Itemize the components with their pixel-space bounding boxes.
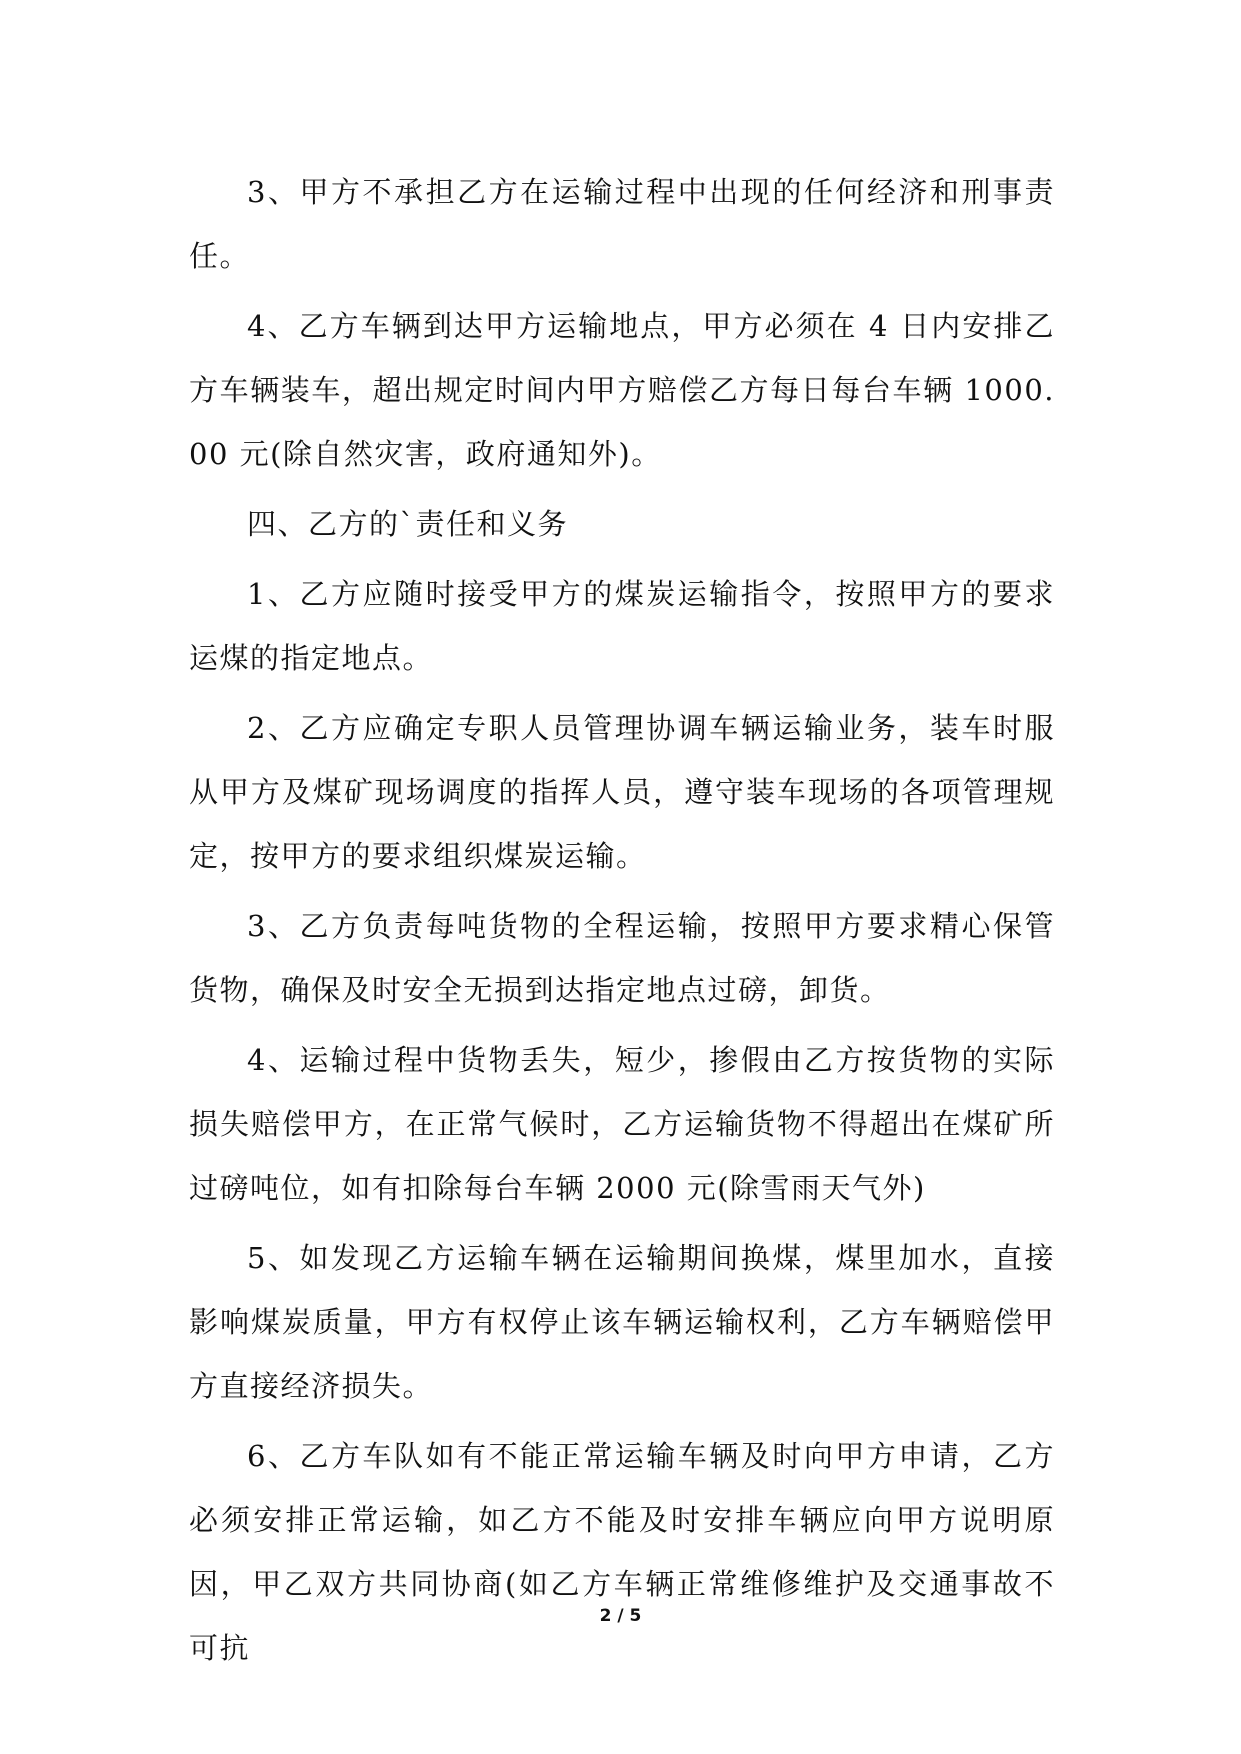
paragraph-clause-3-party-b: 3、乙方负责每吨货物的全程运输，按照甲方要求精心保管货物，确保及时安全无损到达指定地点过磅，卸货。 [189, 909, 1055, 1007]
paragraph-clause-6-party-b: 6、乙方车队如有不能正常运输车辆及时向甲方申请，乙方必须安排正常运输，如乙方不能及时安排车辆应向甲方说明原因，甲乙双方共同协商(如乙方车辆正常维修维护及交通事故不可抗 [189, 1439, 1055, 1665]
page-number: 2 / 5 [599, 1606, 642, 1626]
paragraph-clause-5-party-b: 5、如发现乙方运输车辆在运输期间换煤，煤里加水，直接影响煤炭质量，甲方有权停止该车辆运输权利，乙方车辆赔偿甲方直接经济损失。 [189, 1241, 1055, 1403]
paragraph-clause-4-party-b: 4、运输过程中货物丢失，短少，掺假由乙方按货物的实际损失赔偿甲方，在正常气候时，乙方运输货物不得超出在煤矿所过磅吨位，如有扣除每台车辆 2000 元(除雪雨天气外) [189, 1043, 1055, 1205]
paragraph-clause-1-party-b: 1、乙方应随时接受甲方的煤炭运输指令，按照甲方的要求运煤的指定地点。 [189, 577, 1055, 675]
document-body [189, 160, 1055, 1686]
paragraph-clause-3-party-a: 3、甲方不承担乙方在运输过程中出现的任何经济和刑事责任。 [189, 175, 1055, 273]
section-heading-party-b-duties: 四、乙方的`责任和义务 [247, 507, 569, 541]
paragraph-clause-4-party-a: 4、乙方车辆到达甲方运输地点，甲方必须在 4 日内安排乙方车辆装车，超出规定时间内甲方赔偿乙方每日每台车辆 1000.00 元(除自然灾害，政府通知外)。 [189, 309, 1055, 471]
paragraph-clause-2-party-b: 2、乙方应确定专职人员管理协调车辆运输业务，装车时服从甲方及煤矿现场调度的指挥人员，遵守装车现场的各项管理规定，按甲方的要求组织煤炭运输。 [189, 711, 1055, 873]
